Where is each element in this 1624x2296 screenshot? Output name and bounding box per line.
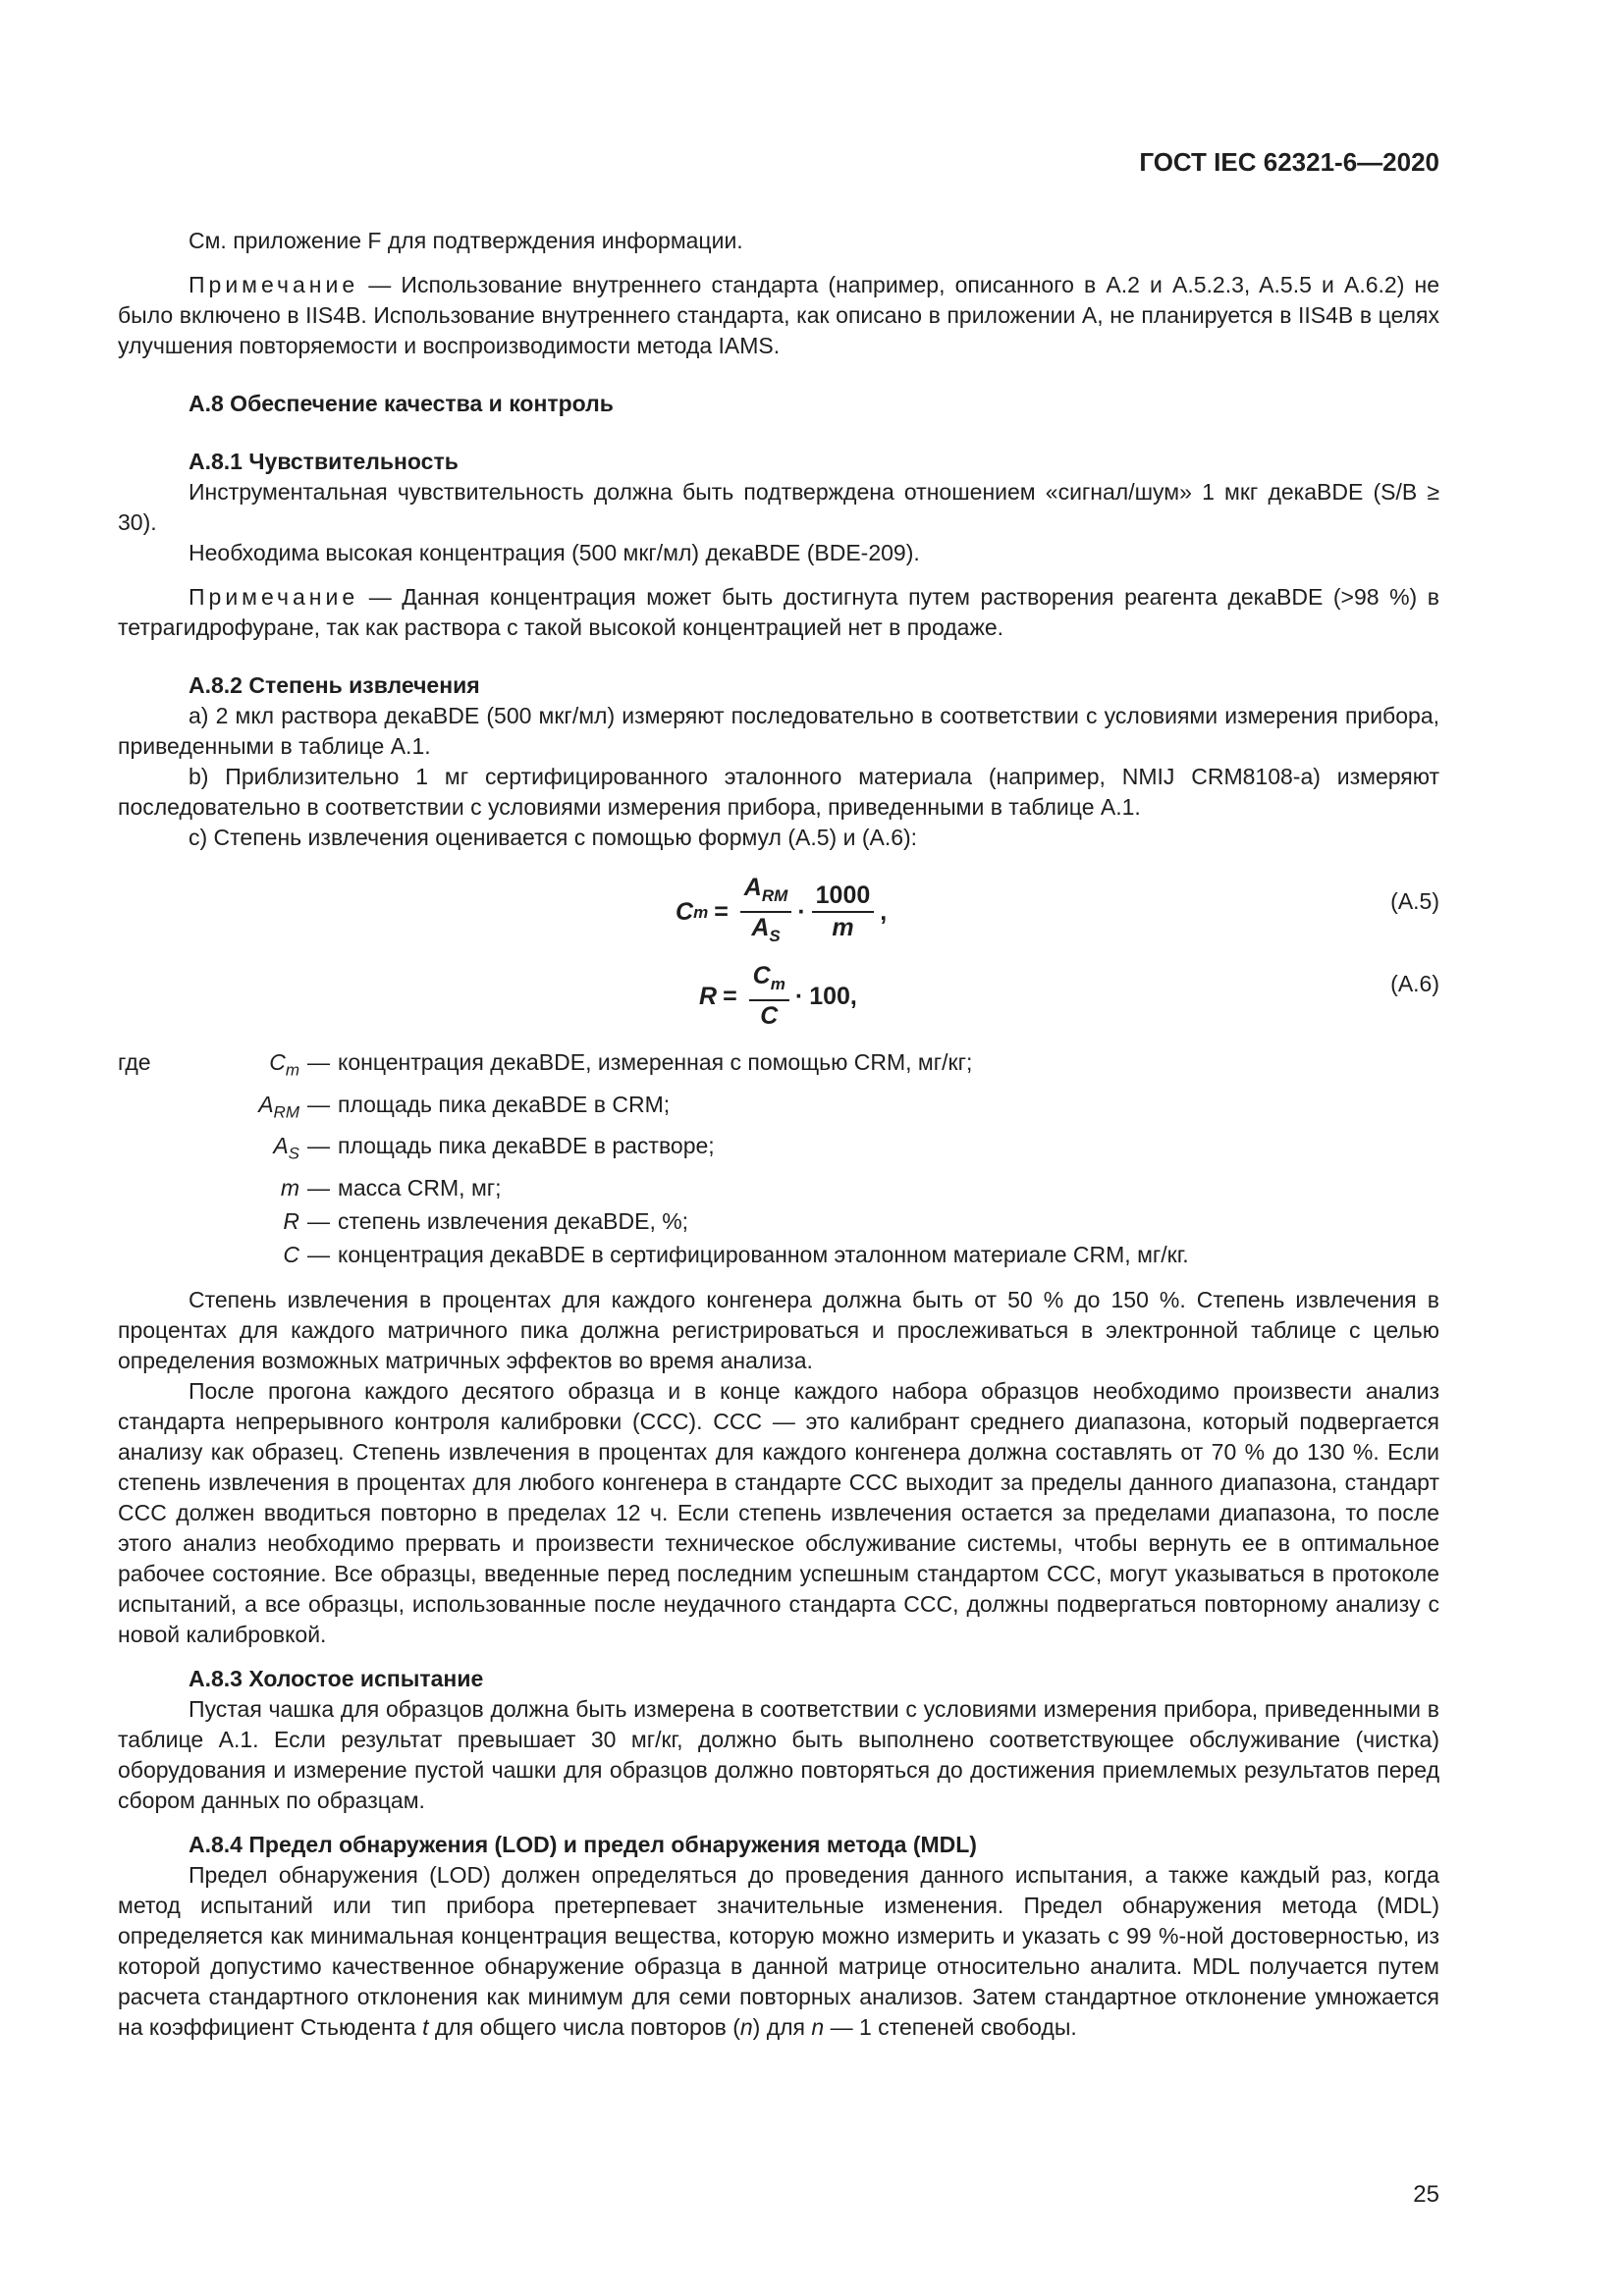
definition-text: степень извлечения декаBDE, %;: [338, 1207, 689, 1234]
formula-subscript: m: [693, 902, 709, 922]
definition-dash: —: [307, 1049, 330, 1075]
formula-equals: =: [714, 897, 729, 926]
formula-fraction: [812, 882, 875, 941]
section-a81-title: A.8.1 Чувствительность: [189, 449, 459, 474]
definition-dash: —: [307, 1091, 330, 1117]
formula-numerator: 1000: [812, 882, 875, 913]
definition-text: концентрация декаBDE, измеренная с помощью CRM, мг/кг;: [338, 1049, 973, 1075]
a82-item-c: c) Степень извлечения оценивается с помощью формул (A.5) и (A.6):: [189, 825, 918, 850]
symbol: A: [273, 1133, 289, 1159]
formula-fraction: [749, 963, 789, 1030]
standard-code-header: ГОСТ IEC 62321-6—2020: [1139, 147, 1439, 177]
symbol: m: [280, 1174, 299, 1201]
formula-fraction: [740, 875, 792, 949]
formula-subscript: S: [769, 927, 781, 945]
note-label: Примечание: [189, 584, 359, 610]
definition-symbol: [118, 1204, 299, 1238]
definition-row: [118, 1171, 1439, 1204]
definition-symbol: [118, 1088, 299, 1130]
section-a82-title: A.8.2 Степень извлечения: [189, 672, 480, 698]
definition-symbol: [118, 1045, 299, 1088]
definition-dash: —: [307, 1207, 330, 1234]
symbol-n: n: [811, 2013, 825, 2040]
formula-dot: ·: [794, 982, 804, 1010]
section-a8-title: A.8 Обеспечение качества и контроль: [189, 391, 614, 416]
symbol: R: [283, 1207, 299, 1234]
formula-a6-expression: [699, 963, 857, 1030]
definition-row: [118, 1129, 1439, 1171]
symbol: A: [258, 1091, 274, 1117]
text-run: для общего числа повторов (: [428, 2013, 740, 2040]
definition-symbol: [118, 1238, 299, 1271]
definition-dash: —: [307, 1133, 330, 1159]
formula-denominator: [747, 913, 784, 949]
formula-dot: ·: [797, 897, 806, 926]
definition-symbol: [118, 1171, 299, 1204]
symbol-subscript: RM: [273, 1102, 299, 1122]
formula-a5-number: (A.5): [1390, 888, 1439, 914]
formula-tail: ,: [880, 897, 888, 926]
where-lead: где: [118, 1049, 151, 1075]
formula-equals: =: [723, 982, 737, 1010]
definition-dash: —: [307, 1241, 330, 1267]
variable-definitions: [118, 1045, 1439, 1271]
note-text: — Использование внутреннего стандарта (например, описанного в A.2 и A.5.2.3, A.5.5 и A.6.2) не было включено в IIS4B. Использование внутреннего стандарта, как описано в приложении A, не планируется в IIS4B в целях улучшения повторяемости и воспроизводимости метода IAMS.: [118, 272, 1439, 358]
page-content: [118, 226, 1439, 2043]
formula-a5: [118, 869, 1439, 951]
text-run: — 1 степеней свободы.: [824, 2013, 1077, 2040]
formula-a5-expression: [676, 875, 887, 949]
definition-text: площадь пика декаBDE в CRM;: [338, 1091, 671, 1117]
symbol-subscript: S: [288, 1144, 299, 1163]
formula-a6: [118, 957, 1439, 1040]
formula-numerator: [740, 875, 792, 913]
definition-row: [118, 1045, 1439, 1088]
definition-row: [118, 1238, 1439, 1271]
formula-subscript: m: [770, 975, 785, 993]
section-a83-title: A.8.3 Холостое испытание: [189, 1665, 484, 1691]
a82-paragraph-after-1: Степень извлечения в процентах для каждого конгенера должна быть от 50 % до 150 %. Степень извлечения в процентах для каждого матричного пика должна регистрироваться и прослеживаться в электронной таблице с целью определения возможных матричных эффектов во время анализа.: [118, 1286, 1439, 1373]
definition-text: концентрация декаBDE в сертифицированном эталонном материале CRM, мг/кг.: [338, 1241, 1189, 1267]
a82-paragraph-after-2: После прогона каждого десятого образца и в конце каждого набора образцов необходимо произвести анализ стандарта непрерывного контроля калибровки (CCC). CCC — это калибрант среднего диапазона, который подвергается анализу как образец. Степень извлечения в процентах для каждого конгенера должна составлять от 70 % до 130 %. Если степень извлечения в процентах для любого конгенера в стандарте CCC выходит за пределы данного диапазона, стандарт CCC должен вводиться повторно в пределах 12 ч. Если степень извлечения остается за пределами диапазона, то после этого анализ необходимо прервать и произвести техническое обслуживание системы, чтобы вернуть ее в оптимальное рабочее состояние. Все образцы, введенные перед последним успешным стандартом CCC, могут указываться в протоколе испытаний, а все образцы, использованные после неудачного стандарта CCC, должны подвергаться повторному анализу с новой калибровкой.: [118, 1377, 1439, 1647]
note-label: Примечание: [189, 272, 359, 297]
formula-symbol: A: [743, 874, 762, 901]
symbol: C: [283, 1241, 299, 1267]
symbol-t: t: [422, 2013, 429, 2040]
formula-symbol: R: [699, 982, 718, 1010]
a82-item-b: b) Приблизительно 1 мг сертифицированного эталонного материала (например, NMIJ CRM8108-a) измеряют последовательно в соответствии с условиями измерения прибора, приведенными в таблице A.1.: [118, 764, 1439, 820]
definition-text: площадь пика декаBDE в растворе;: [338, 1133, 715, 1159]
a82-item-a: a) 2 мкл раствора декаBDE (500 мкг/мл) измеряют последовательно в соответствии с условиями измерения прибора, приведенными в таблице A.1.: [118, 703, 1439, 759]
definition-text: масса CRM, мг;: [338, 1174, 502, 1201]
formula-denominator: m: [832, 914, 854, 941]
intro-reference: См. приложение F для подтверждения информации.: [189, 228, 743, 253]
page-number: 25: [1413, 2181, 1439, 2208]
formula-symbol: A: [751, 914, 770, 941]
formula-denominator: C: [760, 1002, 779, 1030]
text-run: Предел обнаружения (LOD) должен определяться до проведения данного испытания, а также каждый раз, когда метод испытаний или тип прибора претерпевает значительные изменения. Предел обнаружения метода (MDL) определяется как минимальная концентрация вещества, которую можно измерить и указать с 99 %-ной достоверностью, из которой допустимо качественное обнаружение образца в данной матрице относительно аналита. MDL получается путем расчета стандартного отклонения как минимум для семи повторных анализов. Затем стандартное отклонение умножается на коэффициент Стьюдента: [118, 1861, 1439, 2040]
a83-paragraph: Пустая чашка для образцов должна быть измерена в соответствии с условиями измерения прибора, приведенными в таблице A.1. Если результат превышает 30 мг/кг, должно быть выполнено соответствующее обслуживание (чистка) оборудования и измерение пустой чашки для образцов должно повторяться до достижения приемлемых результатов перед сбором данных по образцам.: [118, 1695, 1439, 1813]
definition-row: [118, 1088, 1439, 1130]
symbol-subscript: m: [285, 1060, 299, 1080]
formula-subscript: RM: [761, 886, 788, 905]
a81-paragraph-2: Необходима высокая концентрация (500 мкг/мл) декаBDE (BDE-209).: [189, 540, 920, 565]
section-a84-title: A.8.4 Предел обнаружения (LOD) и предел обнаружения метода (MDL): [189, 1831, 977, 1857]
formula-numerator: [749, 963, 789, 1001]
a81-note: [118, 582, 1439, 643]
formula-tail: 100,: [809, 982, 857, 1010]
definition-dash: —: [307, 1174, 330, 1201]
intro-note: [118, 270, 1439, 361]
document-page: [118, 0, 1439, 2296]
a84-paragraph: [118, 1860, 1439, 2043]
formula-symbol: C: [752, 962, 771, 989]
definition-symbol: [118, 1129, 299, 1171]
symbol-n: n: [739, 2013, 753, 2040]
symbol: C: [269, 1049, 286, 1075]
formula-symbol: C: [676, 897, 694, 926]
text-run: ) для: [752, 2013, 812, 2040]
definition-row: [118, 1204, 1439, 1238]
formula-a6-number: (A.6): [1390, 971, 1439, 996]
note-text: — Данная концентрация может быть достигнута путем растворения реагента декаBDE (>98 %) в тетрагидрофуране, так как раствора с такой высокой концентрацией нет в продаже.: [118, 584, 1439, 640]
a81-paragraph-1: Инструментальная чувствительность должна быть подтверждена отношением «сигнал/шум» 1 мкг декаBDE (S/B ≥ 30).: [118, 479, 1439, 535]
